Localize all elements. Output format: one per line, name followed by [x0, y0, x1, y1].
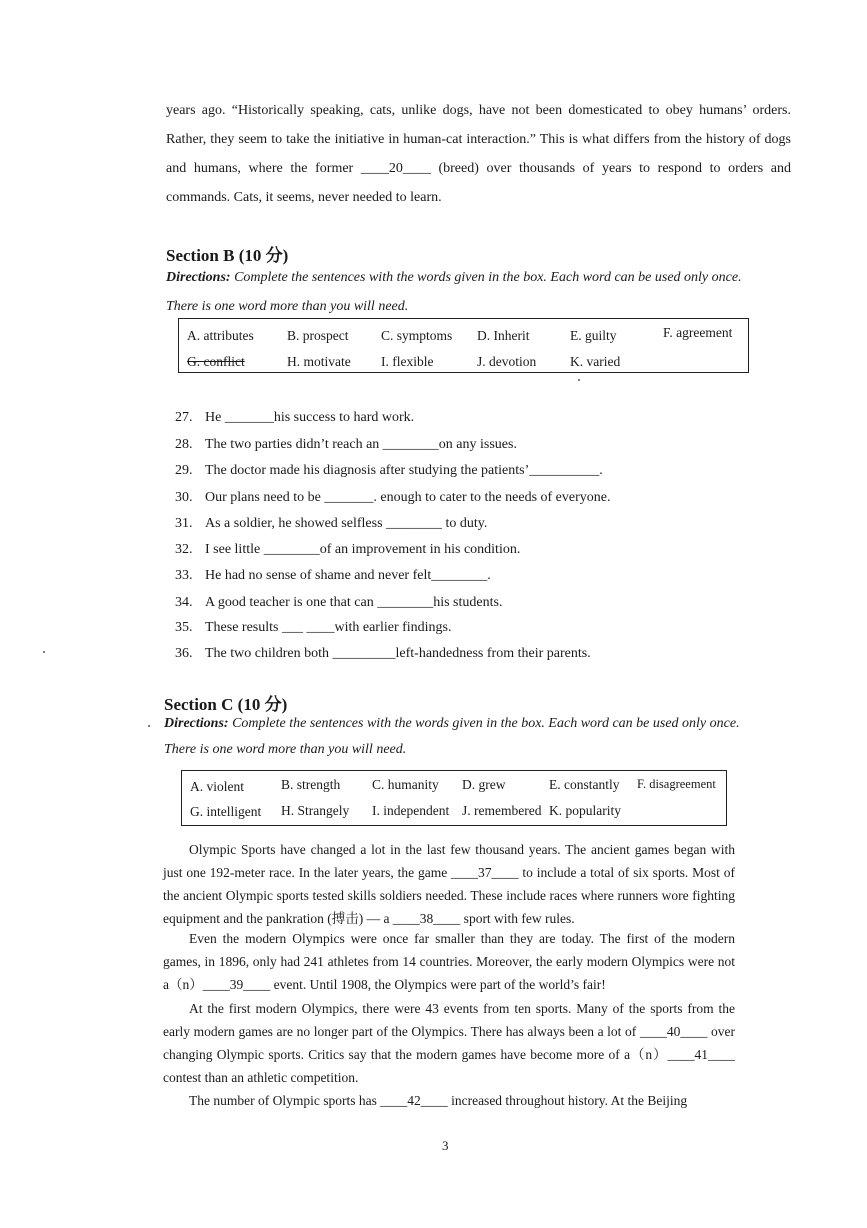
passage-paragraph: Olympic Sports have changed a lot in the last few thousand years. The ancient games began with just one 192-meter race. In the later years, the game ____37____ to include a total of six sports. Most of the ancient Olympic sports tested skills soldiers needed. These include races where runners wore fighting equipment and the pankration (搏击) — a ____38____ sport with few rules.: [163, 842, 735, 926]
question-34: 34. A good teacher is one that can ________his students.: [175, 595, 503, 610]
section-b-title: Section B (10 分): [166, 246, 289, 265]
passage-paragraph: At the first modern Olympics, there were 43 events from ten sports. Many of the sports from the early modern games are no longer part of the Olympics. There has always been a lot of ____40____ over changing Olympic sports. Critics say that the modern games have become more of a（n）____41____ contest than an athletic competition.: [163, 1001, 735, 1085]
word-box-item: E. guilty: [570, 328, 617, 343]
section-b-directions-label: Directions:: [166, 270, 231, 285]
question-35: 35. These results ___ ____with earlier findings.: [175, 620, 452, 635]
word-box-item-crossed: G. conflict: [187, 354, 245, 369]
word-box-item: J. devotion: [477, 354, 537, 369]
word-box-item: K. popularity: [549, 803, 621, 818]
section-c-title: Section C (10 分): [164, 695, 288, 714]
section-c-directions: [164, 711, 744, 763]
word-box-item: B. prospect: [287, 328, 349, 343]
scan-speck: [578, 379, 580, 381]
question-31: 31. As a soldier, he showed selfless ________ to duty.: [175, 516, 488, 531]
word-box-item: B. strength: [281, 777, 341, 792]
word-box-item: D. Inherit: [477, 328, 530, 343]
word-box-item: C. humanity: [372, 777, 439, 792]
word-box-item: C. symptoms: [381, 328, 453, 343]
question-30: 30. Our plans need to be _______. enough to cater to the needs of everyone.: [175, 490, 611, 505]
word-box-item: A. violent: [190, 779, 244, 794]
scan-speck: [43, 651, 45, 653]
word-box-item: F. agreement: [663, 325, 733, 340]
question-29: 29. The doctor made his diagnosis after studying the patients’__________.: [175, 463, 603, 478]
word-box-item: J. remembered: [462, 803, 542, 818]
word-box-item: A. attributes: [187, 328, 254, 343]
word-box-item: H. motivate: [287, 354, 351, 369]
question-27: 27. He _______his success to hard work.: [175, 410, 415, 425]
word-box-item: I. independent: [372, 803, 450, 818]
word-box-item: E. constantly: [549, 777, 620, 792]
scan-speck: [148, 725, 150, 727]
question-32: 32. I see little ________of an improvement in his condition.: [175, 542, 521, 557]
word-box-item: K. varied: [570, 354, 621, 369]
section-b-directions-text: Complete the sentences with the words given in the box. Each word can be used only once. There is one word more than you will need.: [166, 270, 742, 314]
passage-paragraph: Even the modern Olympics were once far smaller than they are today. The first of the modern games, in 1896, only had 241 athletes from 14 countries. Moreover, the early modern Olympics were not a（n）____39____ event. Until 1908, the Olympics were part of the world’s fair!: [163, 931, 735, 992]
section-b-directions: [166, 263, 766, 321]
word-box-item: F. disagreement: [637, 777, 716, 791]
section-b-word-box: [178, 318, 749, 373]
page-number: 3: [442, 1138, 449, 1153]
question-33: 33. He had no sense of shame and never felt________.: [175, 568, 491, 583]
word-box-item: I. flexible: [381, 354, 434, 369]
word-box-item: H. Strangely: [281, 803, 350, 818]
section-c-word-box: [181, 770, 727, 826]
section-c-directions-text: Complete the sentences with the words given in the box. Each word can be used only once. There is one word more than you will need.: [164, 716, 740, 757]
word-box-item: D. grew: [462, 777, 506, 792]
question-36: 36. The two children both _________left-handedness from their parents.: [175, 646, 591, 661]
section-c-directions-label: Directions:: [164, 716, 229, 731]
question-28: 28. The two parties didn’t reach an ________on any issues.: [175, 437, 517, 452]
word-box-item: G. intelligent: [190, 804, 262, 819]
intro-paragraph: years ago. “Historically speaking, cats, unlike dogs, have not been domesticated to obey humans’ orders. Rather, they seem to take the initiative in human-cat interaction.” This is what differs from the history of dogs and humans, where the former ____20____ (breed) over thousands of years to respond to orders and commands. Cats, it seems, never needed to learn.: [166, 103, 791, 205]
passage-paragraph: The number of Olympic sports has ____42____ increased throughout history. At the Beijing: [189, 1093, 688, 1108]
